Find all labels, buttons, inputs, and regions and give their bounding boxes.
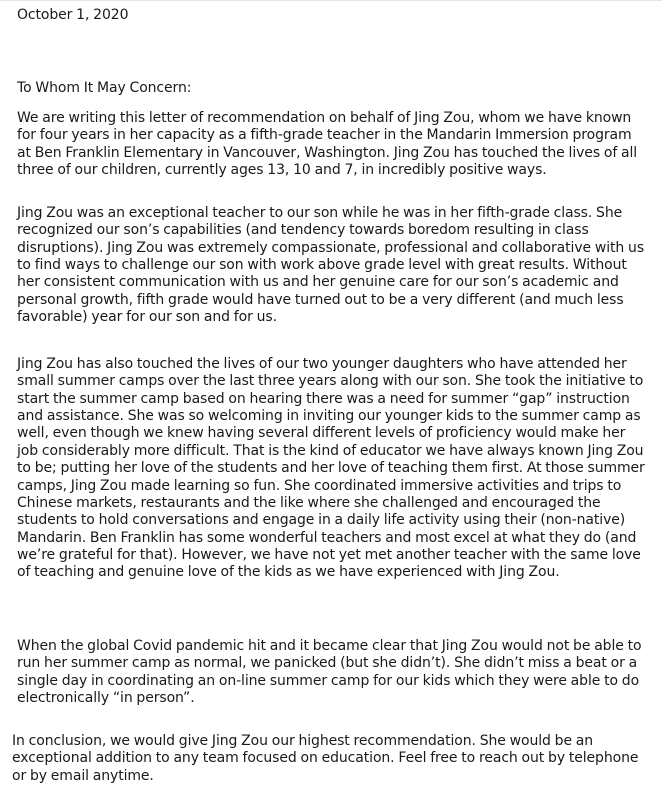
page-top-edge [0,0,662,1]
paragraph-summer-camps: Jing Zou has also touched the lives of our two younger daughters who have attended her small summer camps over the last three years along with our son. She took the initiative to start the summer camp based on hearing there was a need for summer “gap” instruction and assistance. She was so welcoming in inviting our younger kids to the summer camp as well, even though we knew having several different levels of proficiency would make her job considerably more difficult. That is the kind of educator we have always known Jing Zou to be; putting her love of the students and her love of teaching them first. At those summer camps, Jing Zou made learning so fun. She coordinated immersive activities and trips to Chinese markets, restaurants and the like where she challenged and encouraged the students to hold conversations and engage in a daily life activity using their (non-native) Mandarin. Ben Franklin has some wonderful teachers and most excel at what they do (and we’re grateful for that). However, we have not yet met another teacher with the same love of teaching and genuine love of the kids as we have experienced with Jing Zou. [17,356,645,581]
paragraph-covid-pandemic: When the global Covid pandemic hit and it became clear that Jing Zou would not be able to run her summer camp as normal, we panicked (but she didn’t). She didn’t miss a beat or a single day in coordinating an on-line summer camp for our kids which they were able to do electronically “in person”. [17,638,642,707]
letter-date: October 1, 2020 [17,7,129,23]
letter-salutation: To Whom It May Concern: [17,80,192,96]
paragraph-son-fifth-grade: Jing Zou was an exceptional teacher to our son while he was in her fifth-grade class. She recognized our son’s capabilities (and tendency towards boredom resulting in class disruptions). Jing Zou was extremely compassionate, professional and collaborative with us to find ways to challenge our son with work above grade level with great results. Without her consistent communication with us and her genuine care for our son’s academic and personal growth, fifth grade would have turned out to be a very different (and much less favorable) year for our son and for us. [17,205,645,326]
paragraph-conclusion: In conclusion, we would give Jing Zou our highest recommendation. She would be an exceptional addition to any team focused on education. Feel free to reach out by telephone or by email anytime. [12,733,639,784]
paragraph-introduction: We are writing this letter of recommendation on behalf of Jing Zou, whom we have known for four years in her capacity as a fifth-grade teacher in the Mandarin Immersion program at Ben Franklin Elementary in Vancouver, Washington. Jing Zou has touched the lives of all three of our children, currently ages 13, 10 and 7, in incredibly positive ways. [17,110,638,179]
